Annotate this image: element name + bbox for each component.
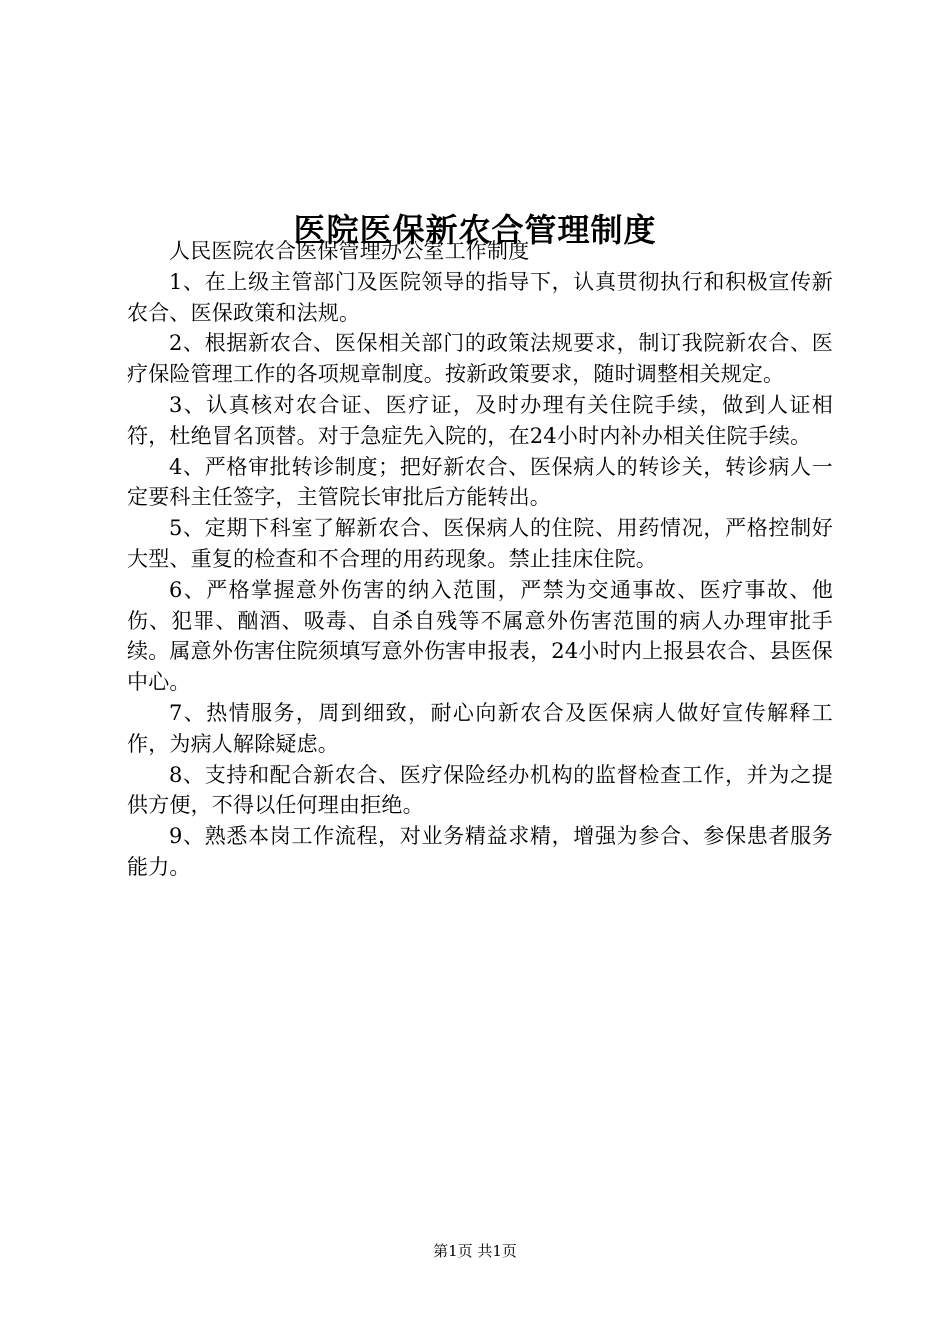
rule-paragraph-1: 1、在上级主管部门及医院领导的指导下，认真贯彻执行和积极宣传新农合、医保政策和法规。: [127, 269, 833, 325]
rule-paragraph-3: 3、认真核对农合证、医疗证，及时办理有关住院手续，做到人证相符，杜绝冒名顶替。对于急症先入院的，在24小时内补办相关住院手续。: [127, 392, 833, 448]
rule-paragraph-5: 5、定期下科室了解新农合、医保病人的住院、用药情况，严格控制好大型、重复的检查和不合理的用药现象。禁止挂床住院。: [127, 516, 833, 571]
page-title: 医院医保新农合管理制度: [293, 211, 657, 250]
rule-paragraph-6: 6、严格掌握意外伤害的纳入范围，严禁为交通事故、医疗事故、他伤、犯罪、酗酒、吸毒、自杀自残等不属意外伤害范围的病人办理审批手续。属意外伤害住院须填写意外伤害申报表，24小时内上报县农合、县医保中心。: [127, 577, 833, 695]
document-body: [127, 236, 833, 883]
rule-paragraph-8: 8、支持和配合新农合、医疗保险经办机构的监督检查工作，并为之提供方便，不得以任何理由拒绝。: [127, 762, 833, 818]
rule-paragraph-7: 7、热情服务，周到细致，耐心向新农合及医保病人做好宣传解释工作，为病人解除疑虑。: [127, 700, 833, 756]
subtitle-paragraph: 人民医院农合医保管理办公室工作制度: [169, 239, 530, 263]
rule-paragraph-2: 2、根据新农合、医保相关部门的政策法规要求，制订我院新农合、医疗保险管理工作的各项规章制度。按新政策要求，随时调整相关规定。: [127, 331, 833, 387]
page-footer: 第1页 共1页: [433, 1242, 517, 1260]
rule-paragraph-4: 4、严格审批转诊制度；把好新农合、医保病人的转诊关，转诊病人一定要科主任签字，主管院长审批后方能转出。: [127, 454, 833, 510]
rule-paragraph-9: 9、熟悉本岗工作流程，对业务精益求精，增强为参合、参保患者服务能力。: [127, 824, 833, 879]
